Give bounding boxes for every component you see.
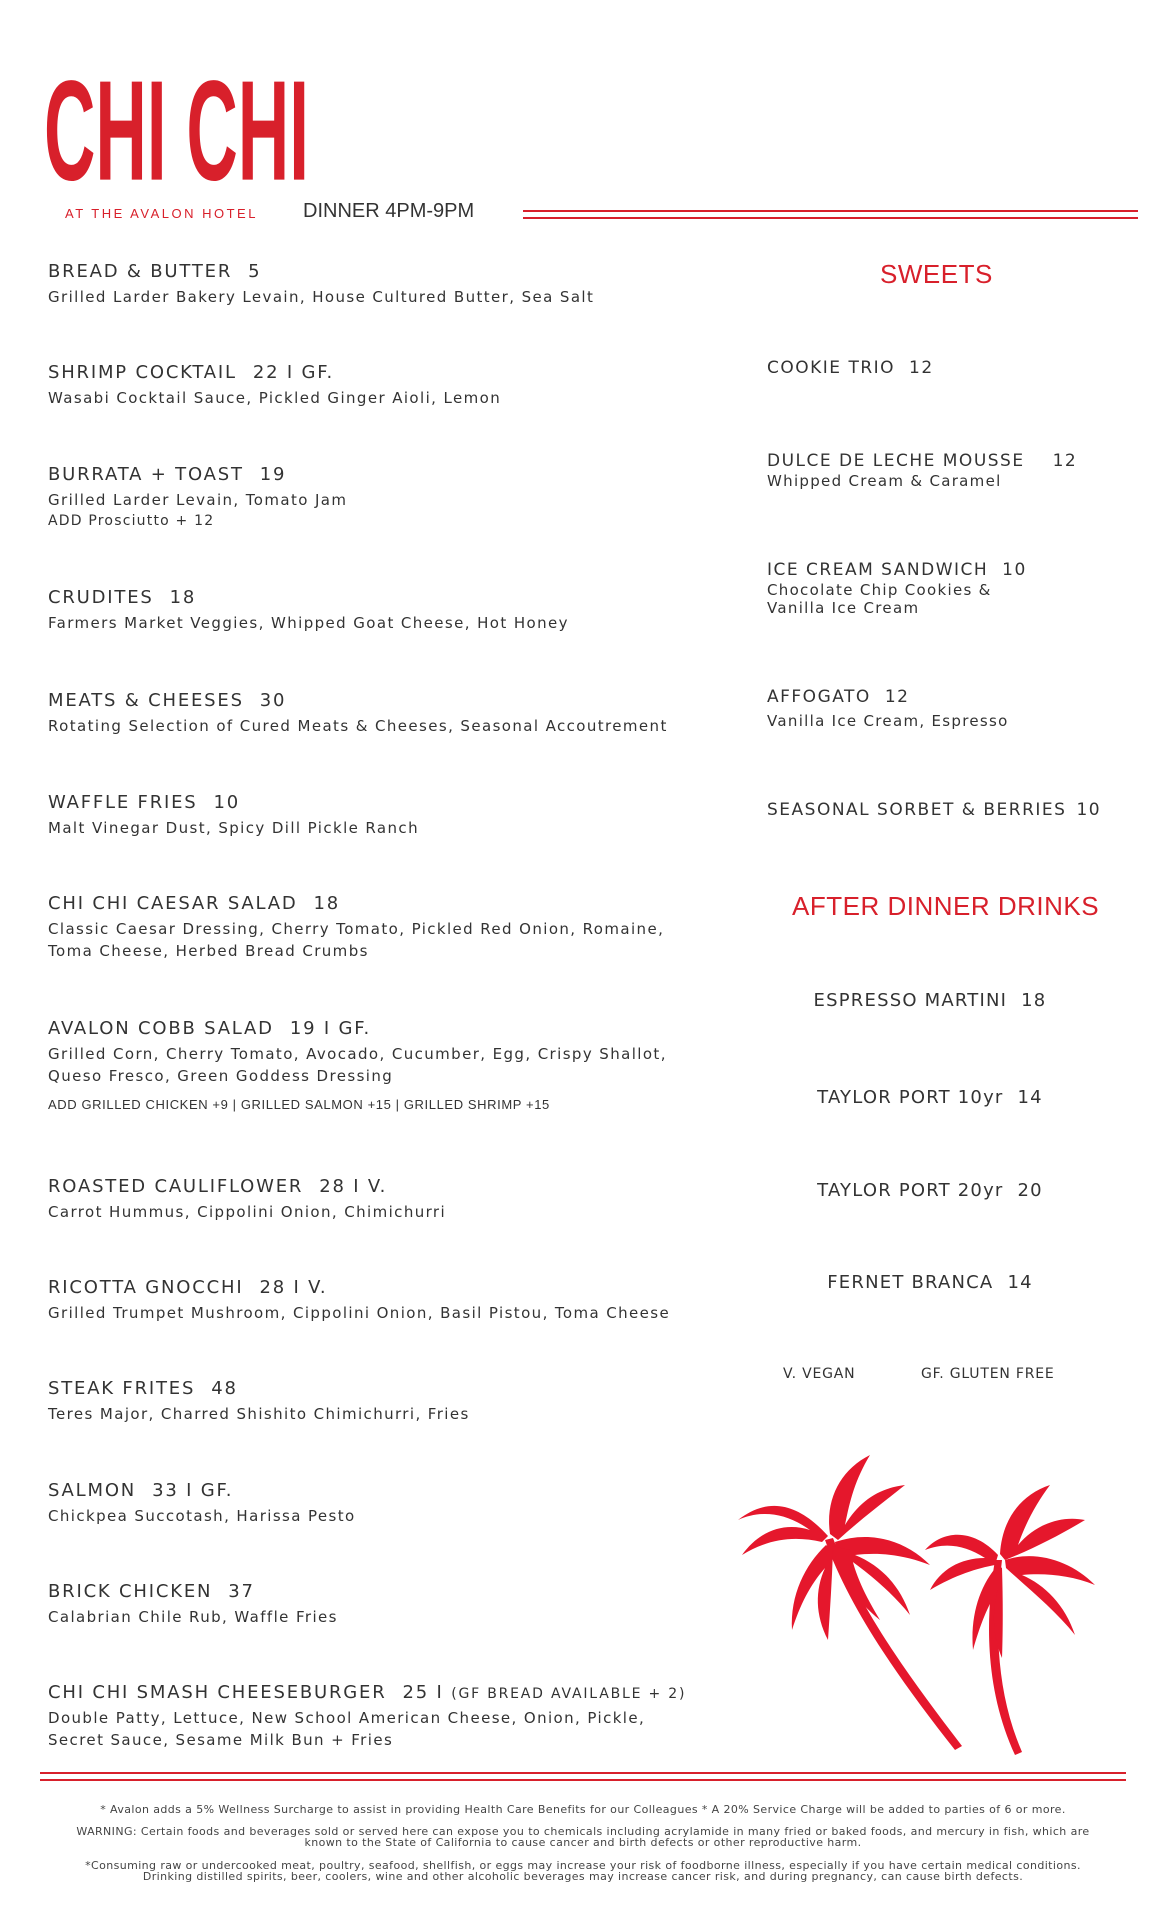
menu-item: BURRATA + TOAST 19 Grilled Larder Levain, Tomato Jam ADD Prosciutto + 12 (48, 464, 348, 529)
drink-item: FERNET BRANCA 14 (827, 1272, 1033, 1293)
drink-item: ESPRESSO MARTINI 18 (813, 990, 1047, 1011)
after-dinner-drinks-heading: AFTER DINNER DRINKS (792, 891, 1100, 921)
header-divider (523, 210, 1138, 212)
dinner-hours: DINNER 4PM-9PM (303, 200, 475, 222)
menu-item: AVALON COBB SALAD 19 I GF. Grilled Corn, Cherry Tomato, Avocado, Cucumber, Egg, Crispy Shallot, Queso Fresco, Green Goddess Dressing ADD GRILLED CHICKEN +9 | GRILLED SALMON +15 | GRILLED SHRIMP +15 (48, 1018, 667, 1112)
warning-line-2: known to the State of California to cause cancer and birth defects or other reproductive harm. (304, 1836, 862, 1849)
menu-item: BREAD & BUTTER 5 Grilled Larder Bakery Levain, House Cultured Butter, Sea Salt (48, 261, 595, 306)
drink-item: TAYLOR PORT 20yr 20 (817, 1180, 1043, 1201)
sweets-heading: SWEETS (880, 259, 993, 289)
hotel-subtitle: AT THE AVALON HOTEL (65, 206, 258, 221)
menu-item: STEAK FRITES 48 Teres Major, Charred Shishito Chimichurri, Fries (48, 1378, 470, 1423)
menu-item: SHRIMP COCKTAIL 22 I GF. Wasabi Cocktail Sauce, Pickled Ginger Aioli, Lemon (48, 362, 502, 407)
consumption-line-1: *Consuming raw or undercooked meat, poultry, seafood, shellfish, or eggs may increase your risk of foodborne illness, especially if you have certain medical conditions. (85, 1859, 1081, 1872)
menu-item: RICOTTA GNOCCHI 28 I V. Grilled Trumpet Mushroom, Cippolini Onion, Basil Pistou, Toma Cheese (48, 1277, 671, 1322)
sweet-item: DULCE DE LECHE MOUSSE 12 Whipped Cream & Caramel (767, 451, 1078, 490)
consumption-line-2: Drinking distilled spirits, beer, coolers, wine and other alcoholic beverages may increase cancer risk, and during pregnancy, can cause birth defects. (142, 1870, 1024, 1883)
menu-item: CHI CHI SMASH CHEESEBURGER 25 I (GF BREAD AVAILABLE + 2) Double Patty, Lettuce, New School American Cheese, Onion, Pickle, Secret Sauce, Sesame Milk Bun + Fries (48, 1682, 687, 1749)
drink-item: TAYLOR PORT 10yr 14 (817, 1087, 1043, 1108)
sweet-item: AFFOGATO 12 Vanilla Ice Cream, Espresso (767, 687, 1009, 730)
menu-item: SALMON 33 I GF. Chickpea Succotash, Harissa Pesto (48, 1480, 356, 1525)
menu-item: MEATS & CHEESES 30 Rotating Selection of Cured Meats & Cheeses, Seasonal Accoutrement (48, 690, 668, 735)
legend-gluten-free: GF. GLUTEN FREE (921, 1366, 1055, 1382)
menu-item: CRUDITES 18 Farmers Market Veggies, Whipped Goat Cheese, Hot Honey (48, 587, 569, 632)
menu-item: WAFFLE FRIES 10 Malt Vinegar Dust, Spicy Dill Pickle Ranch (48, 792, 419, 837)
footer-divider (40, 1779, 1126, 1781)
sweet-item: COOKIE TRIO 12 (767, 358, 934, 378)
warning-line-1: WARNING: Certain foods and beverages sold or served here can expose you to chemicals including acrylamide in many fried or baked foods, and mercury in fish, which are (76, 1825, 1090, 1838)
footer-divider (40, 1772, 1126, 1774)
palm-trees-illustration (730, 1450, 1130, 1770)
legend-vegan: V. VEGAN (783, 1366, 856, 1382)
header-divider (523, 217, 1138, 219)
chi-chi-logo (44, 58, 314, 198)
sweet-item: ICE CREAM SANDWICH 10 Chocolate Chip Cookies & Vanilla Ice Cream (767, 560, 1027, 617)
svg-text:CHI CHI: CHI CHI (44, 58, 310, 198)
menu-item: ROASTED CAULIFLOWER 28 I V. Carrot Hummus, Cippolini Onion, Chimichurri (48, 1176, 447, 1221)
sweet-item: SEASONAL SORBET & BERRIES 10 (767, 800, 1102, 820)
surcharge-note: * Avalon adds a 5% Wellness Surcharge to assist in providing Health Care Benefits for our Colleagues * A 20% Service Charge will be added to parties of 6 or more. (100, 1803, 1066, 1816)
menu-item: BRICK CHICKEN 37 Calabrian Chile Rub, Waffle Fries (48, 1581, 338, 1626)
menu-item: CHI CHI CAESAR SALAD 18 Classic Caesar Dressing, Cherry Tomato, Pickled Red Onion, Romaine, Toma Cheese, Herbed Bread Crumbs (48, 893, 665, 960)
